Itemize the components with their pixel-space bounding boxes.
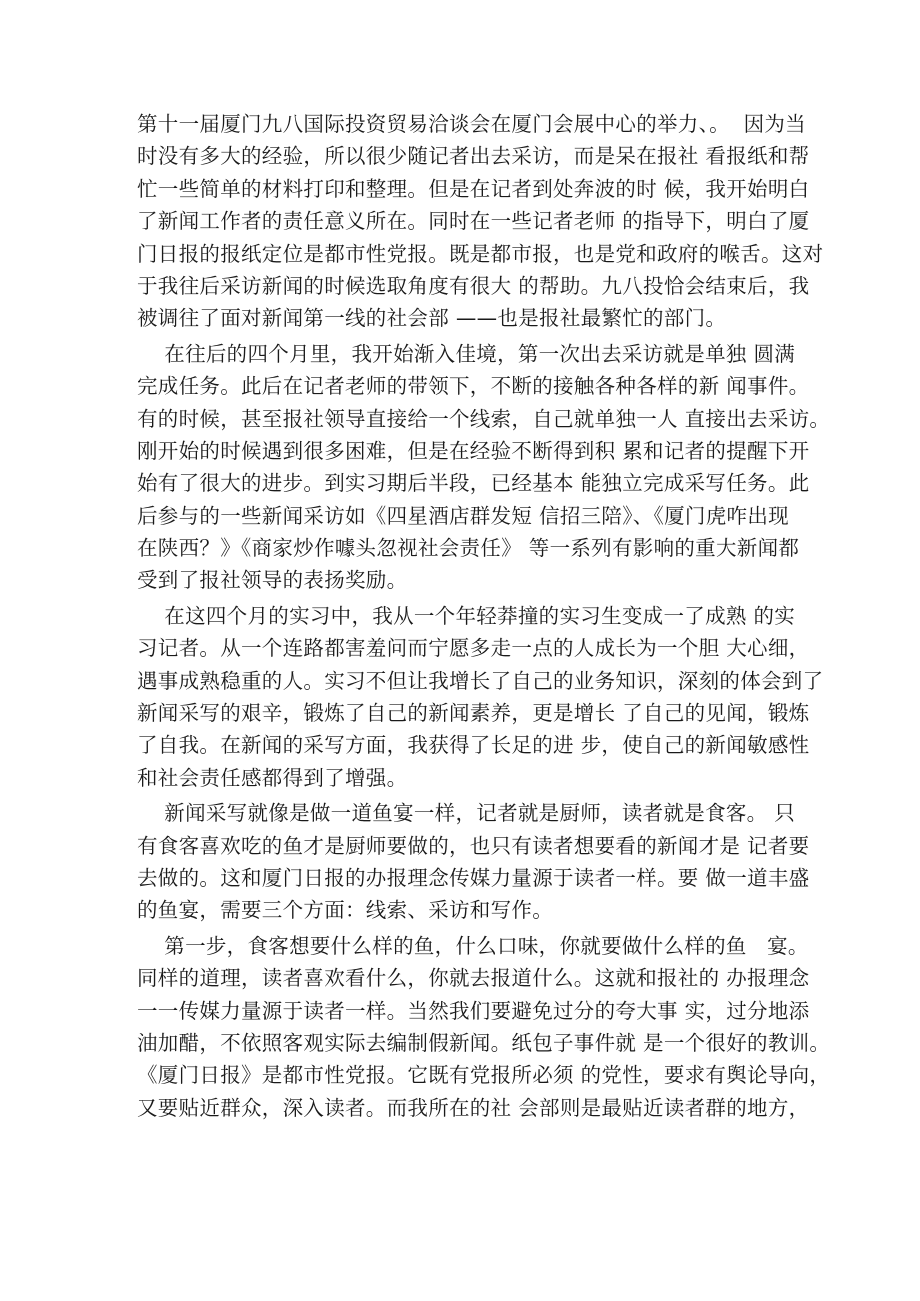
text-line: 时没有多大的经验，所以很少随记者出去采访，而是呆在报社 看报纸和帮 <box>137 144 810 169</box>
text-line: 于我往后采访新闻的时候选取角度有很大 的帮助。九八投恰会结束后，我 <box>137 273 810 298</box>
text-line: 后参与的一些新闻采访如《四星酒店群发短 信招三陪》、《厦门虎咋出现 <box>137 503 789 528</box>
paragraph-1 <box>137 108 824 335</box>
text-line: 习记者。从一个连路都害羞问而宁愿多走一点的人成长为一个胆 大心细， <box>137 636 810 661</box>
text-line: 门日报的报纸定位是都市性党报。既是都市报，也是党和政府的喉舌。这对 <box>137 241 824 266</box>
paragraph-4 <box>137 797 810 927</box>
text-line: 始有了很大的进步。到实习期后半段，已经基本 能独立完成采写任务。此 <box>137 471 810 496</box>
text-line: 了自我。在新闻的采写方面，我获得了长足的进 步，使自己的新闻敏感性 <box>137 733 810 758</box>
text-line: 遇事成熟稳重的人。实习不但让我增长了自己的业务知识，深刻的体会到了 <box>137 668 824 693</box>
body-text <box>137 108 831 1124</box>
text-line: 去做的。这和厦门日报的办报理念传媒力量源于读者一样。要 做一道丰盛 <box>137 865 810 890</box>
text-line: 刚开始的时候遇到很多困难，但是在经验不断得到积 累和记者的提醒下开 <box>137 438 810 463</box>
text-line: 《厦门日报》是都市性党报。它既有党报所必须 的党性，要求有舆论导向， <box>137 1063 831 1088</box>
paragraph-3 <box>137 600 824 794</box>
text-line: 新闻采写就像是做一道鱼宴一样，记者就是厨师，读者就是食客。 只 <box>137 801 796 826</box>
text-line: 又要贴近群众，深入读者。而我所在的社 会部则是最贴近读者群的地方， <box>137 1095 810 1120</box>
paragraph-5 <box>137 930 831 1124</box>
text-line: 第十一届厦门九八国际投资贸易洽谈会在厦门会展中心的举力、。 因为当 <box>137 112 806 136</box>
text-line: 完成任务。此后在记者老师的带领下，不断的接触各种各样的新 闻事件。 <box>137 374 810 399</box>
text-line: 在往后的四个月里，我开始渐入佳境，第一次出去采访就是单独 圆满 <box>137 341 796 366</box>
text-line: 油加醋，不依照客观实际去编制假新闻。纸包子事件就 是一个很好的教训。 <box>137 1030 831 1055</box>
text-line: 在这四个月的实习中，我从一个年轻莽撞的实习生变成一了成熟 的实 <box>137 603 796 628</box>
text-line: 有的时候，甚至报社领导直接给一个线索，自己就单独一人 直接出去采访。 <box>137 406 831 431</box>
text-line: 了新闻工作者的责任意义所在。同时在一些记者老师 的指导下，明白了厦 <box>137 209 810 234</box>
text-line: 有食客喜欢吃的鱼才是厨师要做的，也只有读者想要看的新闻才是 记者要 <box>137 833 810 858</box>
text-line: 一一传媒力量源于读者一样。当然我们要避免过分的夸大事 实，过分地添 <box>137 998 810 1023</box>
text-line: 同样的道理，读者喜欢看什么，你就去报道什么。这就和报社的 办报理念 <box>137 966 810 991</box>
paragraph-2 <box>137 338 831 597</box>
text-line: 第一步，食客想要什么样的鱼，什么口味，你就要做什么样的鱼 宴。 <box>137 933 809 958</box>
text-line: 新闻采写的艰辛，锻炼了自己的新闻素养，更是增长 了自己的见闻，锻炼 <box>137 701 810 726</box>
text-line: 和社会责任感都得到了增强。 <box>137 765 408 790</box>
text-line: 的鱼宴，需要三个方面：线索、采访和写作。 <box>137 898 553 923</box>
text-line: 被调往了面对新闻第一线的社会部 ——也是报社最繁忙的部门。 <box>137 306 727 331</box>
text-line: 受到了报社领导的表扬奖励。 <box>137 568 408 593</box>
text-line: 忙一些简单的材料打印和整理。但是在记者到处奔波的时 候，我开始明白 <box>137 176 810 201</box>
text-line: 在陕西？》《商家炒作噱头忽视社会责任》 等一系列有影响的重大新闻都 <box>137 536 800 561</box>
